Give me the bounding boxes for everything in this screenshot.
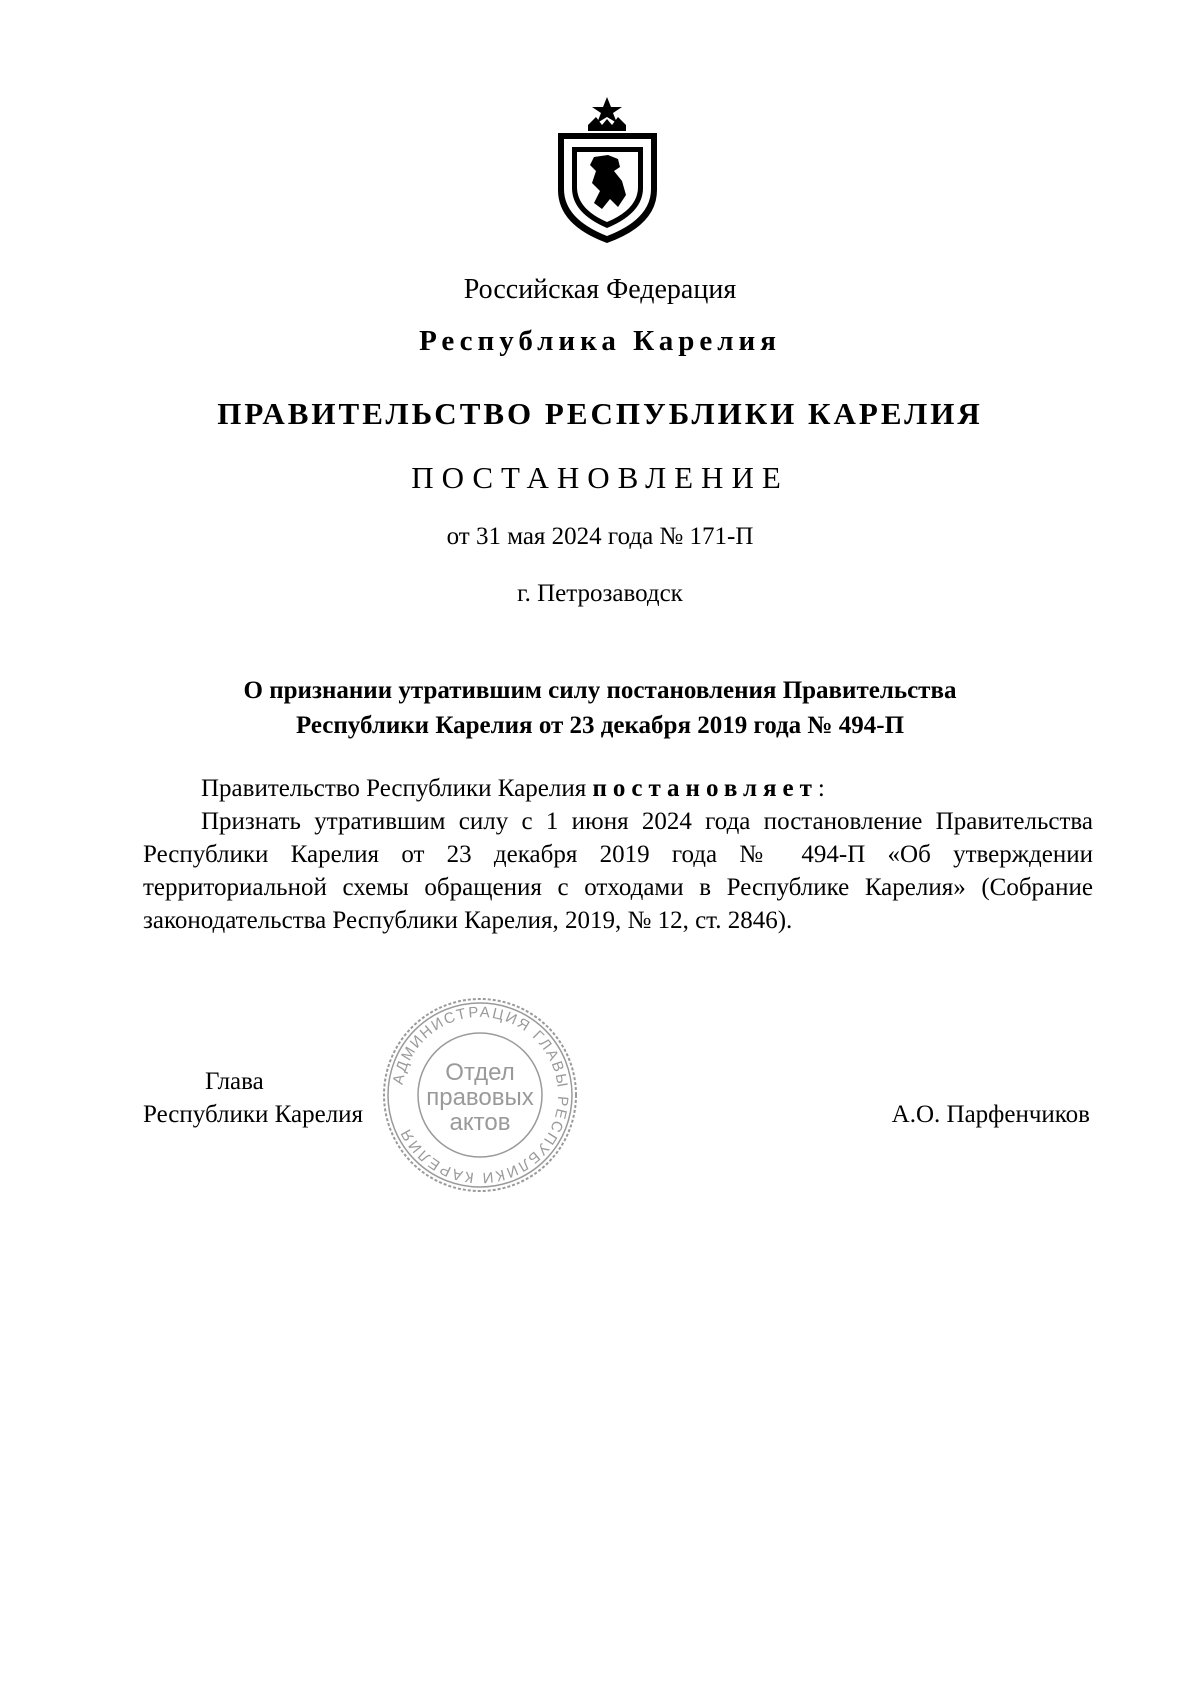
signer-position-line-2: Республики Карелия bbox=[143, 1101, 364, 1128]
stamp-ring-text: АДМИНИСТРАЦИЯ ГЛАВЫ РЕСПУБЛИКИ КАРЕЛИЯ bbox=[389, 1003, 572, 1187]
resolution-paragraph: Признать утратившим силу с 1 июня 2024 года постановление Правительства Республики Карелия от 23 декабря 2019 года № 494-П «Об утверждении территориальной схемы обращения с отходами в Республике Карелия» (Собрание законодательства Республики Карелия, 2019, № 12, ст. 2846). bbox=[143, 808, 1093, 934]
document-title-line-1: О признании утратившим силу постановления Правительства bbox=[243, 677, 957, 704]
country-name: Российская Федерация bbox=[463, 274, 737, 305]
document-title-line-2: Республики Карелия от 23 декабря 2019 года № 494-П bbox=[295, 712, 905, 739]
stamp-line-2: правовых bbox=[426, 1084, 534, 1111]
intro-end: : bbox=[817, 775, 825, 802]
signer-position-line-1: Глава bbox=[205, 1068, 264, 1095]
karelia-coat-of-arms-icon bbox=[550, 95, 665, 245]
document-date-number: от 31 мая 2024 года № 171-П bbox=[446, 523, 754, 550]
government-name: ПРАВИТЕЛЬСТВО РЕСПУБЛИКИ КАРЕЛИЯ bbox=[217, 396, 983, 431]
document-kind: ПОСТАНОВЛЕНИЕ bbox=[411, 460, 789, 495]
intro-emphasis: постановляет bbox=[592, 775, 818, 802]
document-city: г. Петрозаводск bbox=[517, 580, 683, 607]
signer-name: А.О. Парфенчиков bbox=[891, 1101, 1090, 1128]
stamp-line-3: актов bbox=[449, 1109, 511, 1136]
document-title bbox=[0, 673, 1200, 743]
intro-text: Правительство Республики Карелия bbox=[201, 775, 593, 802]
republic-name: Республика Карелия bbox=[419, 325, 781, 357]
official-stamp bbox=[380, 995, 580, 1195]
stamp-line-1: Отдел bbox=[445, 1059, 515, 1086]
resolution-intro bbox=[143, 772, 1093, 805]
